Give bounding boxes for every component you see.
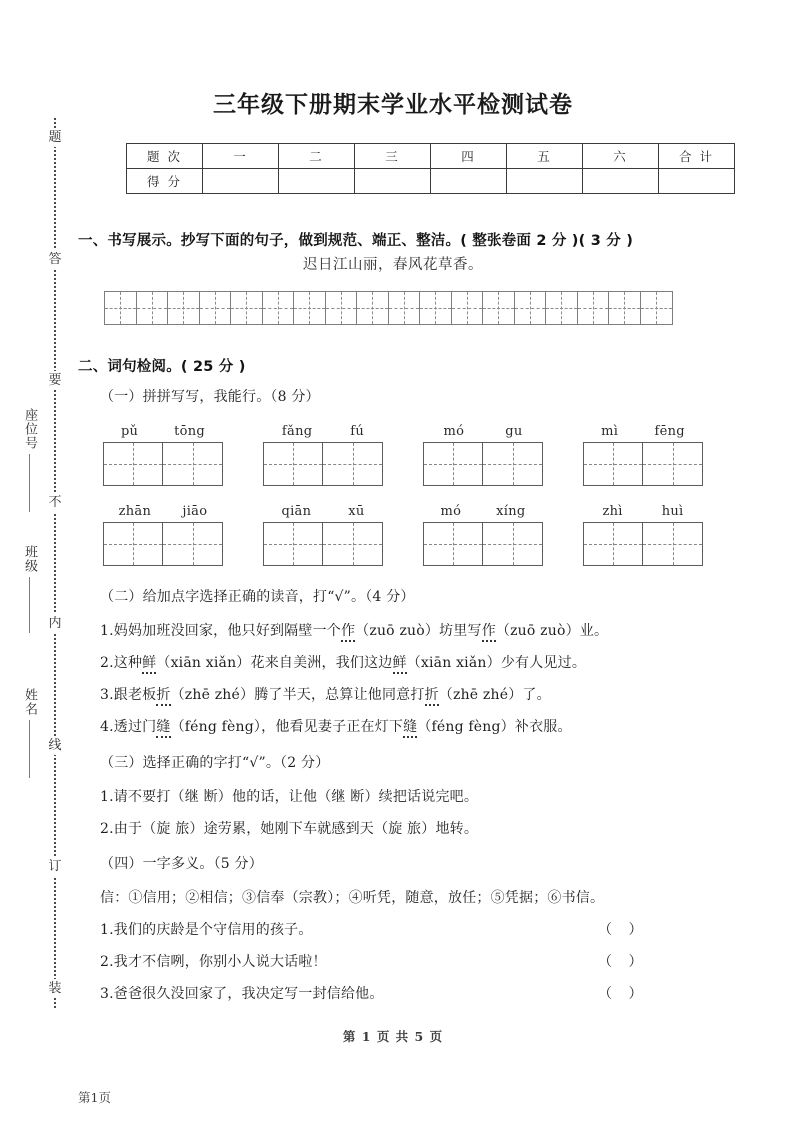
pinyin-item xyxy=(423,424,543,486)
pinyin-box-cell[interactable] xyxy=(163,443,222,485)
dotted-char: 鲜 xyxy=(393,655,407,674)
item-text: 少有人见过。 xyxy=(500,655,587,671)
item-text: 了。 xyxy=(522,687,551,703)
polysemy-definitions: 信：①信用；②相信；③信奉（宗教）；④听凭，随意，放任；⑤凭据；⑥书信。 xyxy=(100,890,605,906)
dotted-char: 缝 xyxy=(403,719,417,738)
pinyin-box-cell[interactable] xyxy=(424,523,483,565)
pinyin-row xyxy=(263,424,383,439)
writing-grid-cell[interactable] xyxy=(452,292,484,324)
pinyin-options[interactable]: （xiān xiǎn） xyxy=(156,655,251,671)
score-table-col-6: 六 xyxy=(583,144,659,169)
pinyin-options[interactable]: （xiān xiǎn） xyxy=(406,655,501,671)
seat-number-field xyxy=(18,408,40,512)
score-table-col-5: 五 xyxy=(507,144,583,169)
binding-notice-vertical-text xyxy=(46,128,64,998)
pinyin-box-cell[interactable] xyxy=(264,443,323,485)
writing-grid-cell[interactable] xyxy=(294,292,326,324)
item-text: 透过门 xyxy=(113,719,157,735)
pinyin-box-cell[interactable] xyxy=(104,523,163,565)
dotted-char: 鲜 xyxy=(142,655,156,674)
page-footer: 第 1 页 共 5 页 xyxy=(342,1029,444,1044)
pinyin-options[interactable]: （zhē zhé） xyxy=(438,687,523,703)
score-table xyxy=(126,143,735,194)
score-table-col-1: 一 xyxy=(203,144,279,169)
writing-grid-cell[interactable] xyxy=(420,292,452,324)
writing-grid-cell[interactable] xyxy=(105,292,137,324)
pinyin-row xyxy=(103,424,223,439)
pinyin-box-cell[interactable] xyxy=(424,443,483,485)
section-1-heading: 一、书写展示。抄写下面的句子，做到规范、端正、整洁。( 整张卷面 2 分 )( 3 分 ) xyxy=(78,233,634,249)
pinyin-answer-boxes[interactable] xyxy=(423,522,543,566)
pinyin-row xyxy=(103,504,223,519)
writing-grid-cell[interactable] xyxy=(200,292,232,324)
writing-grid-cell[interactable] xyxy=(578,292,610,324)
copy-sentence: 迟日江山丽，春风花草香。 xyxy=(303,257,483,273)
pinyin-syllable: zhān xyxy=(118,504,152,519)
list-item xyxy=(100,684,551,704)
item-text: 业。 xyxy=(579,623,609,639)
item-number: 2. xyxy=(100,655,114,671)
section-2-part-2-heading: （二）给加点字选择正确的读音，打“√”。（4 分） xyxy=(100,589,415,605)
list-item: 1.我们的庆龄是个守信用的孩子。 xyxy=(100,922,313,938)
writing-grid-cell[interactable] xyxy=(483,292,515,324)
pinyin-syllable: mó xyxy=(443,424,465,439)
pinyin-answer-boxes[interactable] xyxy=(583,522,703,566)
notice-char: 装 xyxy=(48,980,62,996)
pinyin-row xyxy=(423,424,543,439)
pinyin-answer-boxes[interactable] xyxy=(103,522,223,566)
pinyin-item xyxy=(263,424,383,486)
pinyin-box-cell[interactable] xyxy=(483,443,542,485)
pinyin-row xyxy=(583,424,703,439)
notice-char: 订 xyxy=(48,859,62,875)
pinyin-box-cell[interactable] xyxy=(323,443,382,485)
pinyin-options[interactable]: （zhē zhé） xyxy=(170,687,255,703)
score-cell-6[interactable] xyxy=(583,169,659,194)
score-cell-5[interactable] xyxy=(507,169,583,194)
pinyin-syllable: tōng xyxy=(174,424,206,439)
dotted-char: 作 xyxy=(482,623,496,642)
pinyin-syllable: jiāo xyxy=(182,504,208,519)
pinyin-syllable: xū xyxy=(348,504,365,519)
writing-grid-cell[interactable] xyxy=(137,292,169,324)
pinyin-row xyxy=(263,504,383,519)
writing-grid-cell[interactable] xyxy=(546,292,578,324)
list-item[interactable]: 1.请不要打（继 断）他的话，让他（继 断）续把话说完吧。 xyxy=(100,789,479,805)
score-cell-1[interactable] xyxy=(203,169,279,194)
pinyin-options[interactable]: （féng fèng） xyxy=(417,719,515,735)
section-2-part-4-heading: （四）一字多义。（5 分） xyxy=(100,856,263,872)
pinyin-syllable: gu xyxy=(505,424,523,439)
pinyin-syllable: mó xyxy=(440,504,462,519)
seat-number-rule[interactable] xyxy=(29,454,30,512)
pinyin-box-cell[interactable] xyxy=(104,443,163,485)
item-text: 坊里写 xyxy=(439,623,482,639)
item-text: 花来自美洲，我们这边 xyxy=(250,655,393,671)
list-item: 3.爸爸很久没回家了，我决定写一封信给他。 xyxy=(100,986,384,1002)
list-item: 2.我才不信咧，你别小人说大话啦！ xyxy=(100,954,327,970)
writing-grid-cell[interactable] xyxy=(168,292,200,324)
section-2-part-3-heading: （三）选择正确的字打“√”。（2 分） xyxy=(100,755,330,771)
pinyin-box-cell[interactable] xyxy=(643,443,702,485)
pinyin-options[interactable]: （zuō zuò） xyxy=(355,623,440,639)
pinyin-box-cell[interactable] xyxy=(323,523,382,565)
binding-margin xyxy=(0,0,78,1122)
notice-char: 题 xyxy=(48,130,62,145)
score-cell-2[interactable] xyxy=(279,169,355,194)
notice-char: 要 xyxy=(48,373,62,389)
pinyin-syllable: fú xyxy=(350,424,365,439)
writing-grid[interactable] xyxy=(104,291,673,325)
score-cell-4[interactable] xyxy=(431,169,507,194)
list-item xyxy=(100,652,586,672)
score-cell-total[interactable] xyxy=(659,169,735,194)
score-cell-3[interactable] xyxy=(355,169,431,194)
notice-char: 不 xyxy=(48,494,62,510)
pinyin-options[interactable]: （féng fèng） xyxy=(170,719,262,735)
item-number: 4. xyxy=(100,719,114,735)
writing-grid-cell[interactable] xyxy=(389,292,421,324)
pinyin-syllable: xíng xyxy=(496,504,526,519)
class-field xyxy=(18,545,40,633)
pinyin-answer-boxes[interactable] xyxy=(263,522,383,566)
pinyin-options[interactable]: （zuō zuò） xyxy=(495,623,580,639)
dotted-char: 折 xyxy=(156,687,170,706)
notice-char: 线 xyxy=(48,737,62,753)
item-text: 妈妈加班没回家，他只好到隔壁一个 xyxy=(113,623,341,639)
table-row xyxy=(127,169,735,194)
pinyin-item xyxy=(263,504,383,566)
score-table-col-3: 三 xyxy=(355,144,431,169)
writing-grid-cell[interactable] xyxy=(263,292,295,324)
pinyin-row xyxy=(423,504,543,519)
pinyin-syllable: fēng xyxy=(654,424,685,439)
class-rule[interactable] xyxy=(29,577,30,633)
pinyin-item xyxy=(583,504,703,566)
score-table-row-header: 得 分 xyxy=(127,169,203,194)
pinyin-item xyxy=(583,424,703,486)
list-item xyxy=(100,620,608,640)
dotted-char: 折 xyxy=(425,687,439,706)
name-rule[interactable] xyxy=(29,720,30,778)
pinyin-syllable: huì xyxy=(661,504,684,519)
name-field xyxy=(18,688,40,778)
pinyin-syllable: mì xyxy=(601,424,619,439)
pinyin-box-cell[interactable] xyxy=(264,523,323,565)
dotted-char: 缝 xyxy=(156,719,170,738)
pinyin-syllable: fǎng xyxy=(281,424,313,439)
pinyin-item xyxy=(423,504,543,566)
writing-grid-cell[interactable] xyxy=(231,292,263,324)
notice-char: 内 xyxy=(48,616,62,632)
section-2-heading: 二、词句检阅。( 25 分 ) xyxy=(78,359,246,375)
score-table-row-header: 题 次 xyxy=(127,144,203,169)
pinyin-box-cell[interactable] xyxy=(163,523,222,565)
answer-parentheses[interactable]: （ ） xyxy=(598,954,649,970)
pinyin-syllable: pǔ xyxy=(120,424,139,439)
pinyin-syllable: zhì xyxy=(602,504,623,519)
pinyin-item xyxy=(103,424,223,486)
pinyin-answer-boxes[interactable] xyxy=(263,442,383,486)
pinyin-item xyxy=(103,504,223,566)
writing-grid-cell[interactable] xyxy=(515,292,547,324)
writing-grid-cell[interactable] xyxy=(357,292,389,324)
writing-grid-cell[interactable] xyxy=(641,292,673,324)
list-item xyxy=(100,716,572,736)
pinyin-answer-boxes[interactable] xyxy=(423,442,543,486)
item-text: 这种 xyxy=(113,655,143,671)
pinyin-box-cell[interactable] xyxy=(584,523,643,565)
writing-grid-cell[interactable] xyxy=(609,292,641,324)
page-marker: 第1页 xyxy=(78,1090,111,1105)
notice-char: 答 xyxy=(48,251,62,267)
section-2-part-1-heading: （一）拼拼写写，我能行。（8 分） xyxy=(100,389,320,405)
item-text: 腾了半天，总算让他同意打 xyxy=(254,687,425,703)
item-number: 1. xyxy=(100,623,114,639)
score-table-col-2: 二 xyxy=(279,144,355,169)
answer-parentheses[interactable]: （ ） xyxy=(598,922,649,938)
seat-number-label: 座位号 xyxy=(22,408,38,450)
item-text: ，他看见妻子正在灯下 xyxy=(261,719,404,735)
writing-grid-cell[interactable] xyxy=(326,292,358,324)
answer-parentheses[interactable]: （ ） xyxy=(598,986,649,1002)
pinyin-box-cell[interactable] xyxy=(584,443,643,485)
pinyin-answer-boxes[interactable] xyxy=(583,442,703,486)
score-table-col-total: 合 计 xyxy=(659,144,735,169)
item-text: 补衣服。 xyxy=(514,719,572,735)
score-table-col-4: 四 xyxy=(431,144,507,169)
item-text: 跟老板 xyxy=(113,687,157,703)
dotted-char: 作 xyxy=(341,623,355,642)
exam-page xyxy=(78,0,793,1122)
pinyin-row xyxy=(583,504,703,519)
pinyin-syllable: qiān xyxy=(281,504,312,519)
table-row xyxy=(127,144,735,169)
item-number: 3. xyxy=(100,687,114,703)
pinyin-box-cell[interactable] xyxy=(483,523,542,565)
list-item[interactable]: 2.由于（旋 旅）途劳累，她刚下车就感到天（旋 旅）地转。 xyxy=(100,821,479,837)
name-label: 姓名 xyxy=(22,688,38,716)
page-title: 三年级下册期末学业水平检测试卷 xyxy=(213,92,573,118)
class-label: 班级 xyxy=(22,545,38,573)
pinyin-box-cell[interactable] xyxy=(643,523,702,565)
pinyin-answer-boxes[interactable] xyxy=(103,442,223,486)
